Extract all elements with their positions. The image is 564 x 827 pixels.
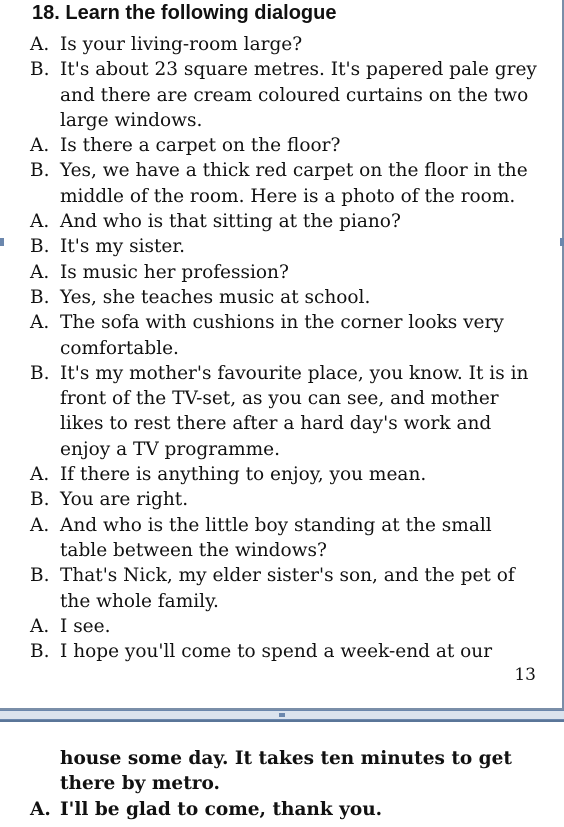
speaker-label: A. bbox=[30, 135, 50, 157]
line-text: Is your living-room large? bbox=[60, 34, 303, 55]
speaker-label: A. bbox=[30, 261, 50, 283]
speaker-label: B. bbox=[30, 565, 50, 587]
speaker-label: A. bbox=[30, 312, 50, 334]
dialogue-line bbox=[30, 133, 540, 158]
speaker-label: B. bbox=[30, 286, 50, 308]
page-edge-marker bbox=[560, 238, 564, 246]
line-text: Is there a carpet on the floor? bbox=[60, 135, 341, 157]
page-edge-marker bbox=[0, 238, 4, 246]
line-text: The sofa with cushions in the corner looks very comfortable. bbox=[60, 312, 504, 359]
dialogue-line bbox=[30, 285, 540, 310]
dialogue bbox=[30, 32, 540, 664]
speaker-label: B. bbox=[30, 160, 50, 182]
line-text: It's my sister. bbox=[60, 236, 186, 258]
line-text: Is music her profession? bbox=[60, 261, 289, 283]
dialogue-line bbox=[30, 614, 540, 639]
line-text: I see. bbox=[60, 615, 111, 637]
page-number: 13 bbox=[514, 665, 536, 685]
line-text: I hope you'll come to spend a week-end at our bbox=[60, 641, 493, 663]
dialogue-line bbox=[30, 158, 540, 209]
speaker-label: A. bbox=[30, 798, 51, 820]
speaker-label: A. bbox=[30, 615, 50, 637]
dialogue-continued bbox=[30, 746, 540, 822]
dialogue-line bbox=[30, 361, 540, 462]
dialogue-line bbox=[30, 462, 540, 487]
dialogue-line bbox=[30, 487, 540, 512]
line-text: Yes, we have a thick red carpet on the floor in the middle of the room. Here is a photo of the room. bbox=[60, 160, 528, 207]
speaker-label: B. bbox=[30, 489, 50, 511]
speaker-label: B. bbox=[30, 641, 50, 663]
dialogue-line bbox=[30, 32, 540, 57]
line-text: It's my mother's favourite place, you know. It is in front of the TV-set, as you can see, and mother likes to rest there after a hard day's work and enjoy a TV programme. bbox=[60, 362, 529, 460]
line-text: I'll be glad to come, thank you. bbox=[60, 798, 383, 820]
dialogue-line bbox=[30, 310, 540, 361]
line-text: It's about 23 square metres. It's papered pale grey and there are cream coloured curtains on the two large windows. bbox=[60, 59, 537, 131]
dialogue-line bbox=[30, 797, 540, 822]
exercise-heading: 18. Learn the following dialogue bbox=[32, 2, 337, 24]
dialogue-line bbox=[30, 513, 540, 564]
line-text: If there is anything to enjoy, you mean. bbox=[60, 464, 427, 486]
separator-handle bbox=[279, 713, 285, 717]
dialogue-line bbox=[30, 260, 540, 285]
line-text: And who is that sitting at the piano? bbox=[60, 211, 401, 233]
line-text: And who is the little boy standing at the small table between the windows? bbox=[60, 514, 492, 561]
dialogue-line bbox=[30, 234, 540, 259]
speaker-label: B. bbox=[30, 236, 50, 258]
dialogue-line bbox=[30, 639, 540, 664]
dialogue-line bbox=[30, 209, 540, 234]
dialogue-line bbox=[30, 57, 540, 133]
dialogue-line bbox=[30, 563, 540, 614]
page-separator bbox=[0, 710, 564, 720]
speaker-label: B. bbox=[30, 362, 50, 384]
speaker-label: A. bbox=[30, 514, 50, 536]
continuation-text: house some day. It takes ten minutes to get there by metro. bbox=[60, 748, 512, 795]
speaker-label: A. bbox=[30, 211, 50, 233]
speaker-label: A. bbox=[30, 464, 50, 486]
line-text: That's Nick, my elder sister's son, and the pet of the whole family. bbox=[60, 565, 515, 612]
line-text: You are right. bbox=[60, 489, 189, 511]
book-page-bottom bbox=[0, 720, 564, 827]
speaker-label: A. bbox=[30, 34, 50, 55]
speaker-label: B. bbox=[30, 59, 50, 81]
line-text: Yes, she teaches music at school. bbox=[60, 286, 371, 308]
